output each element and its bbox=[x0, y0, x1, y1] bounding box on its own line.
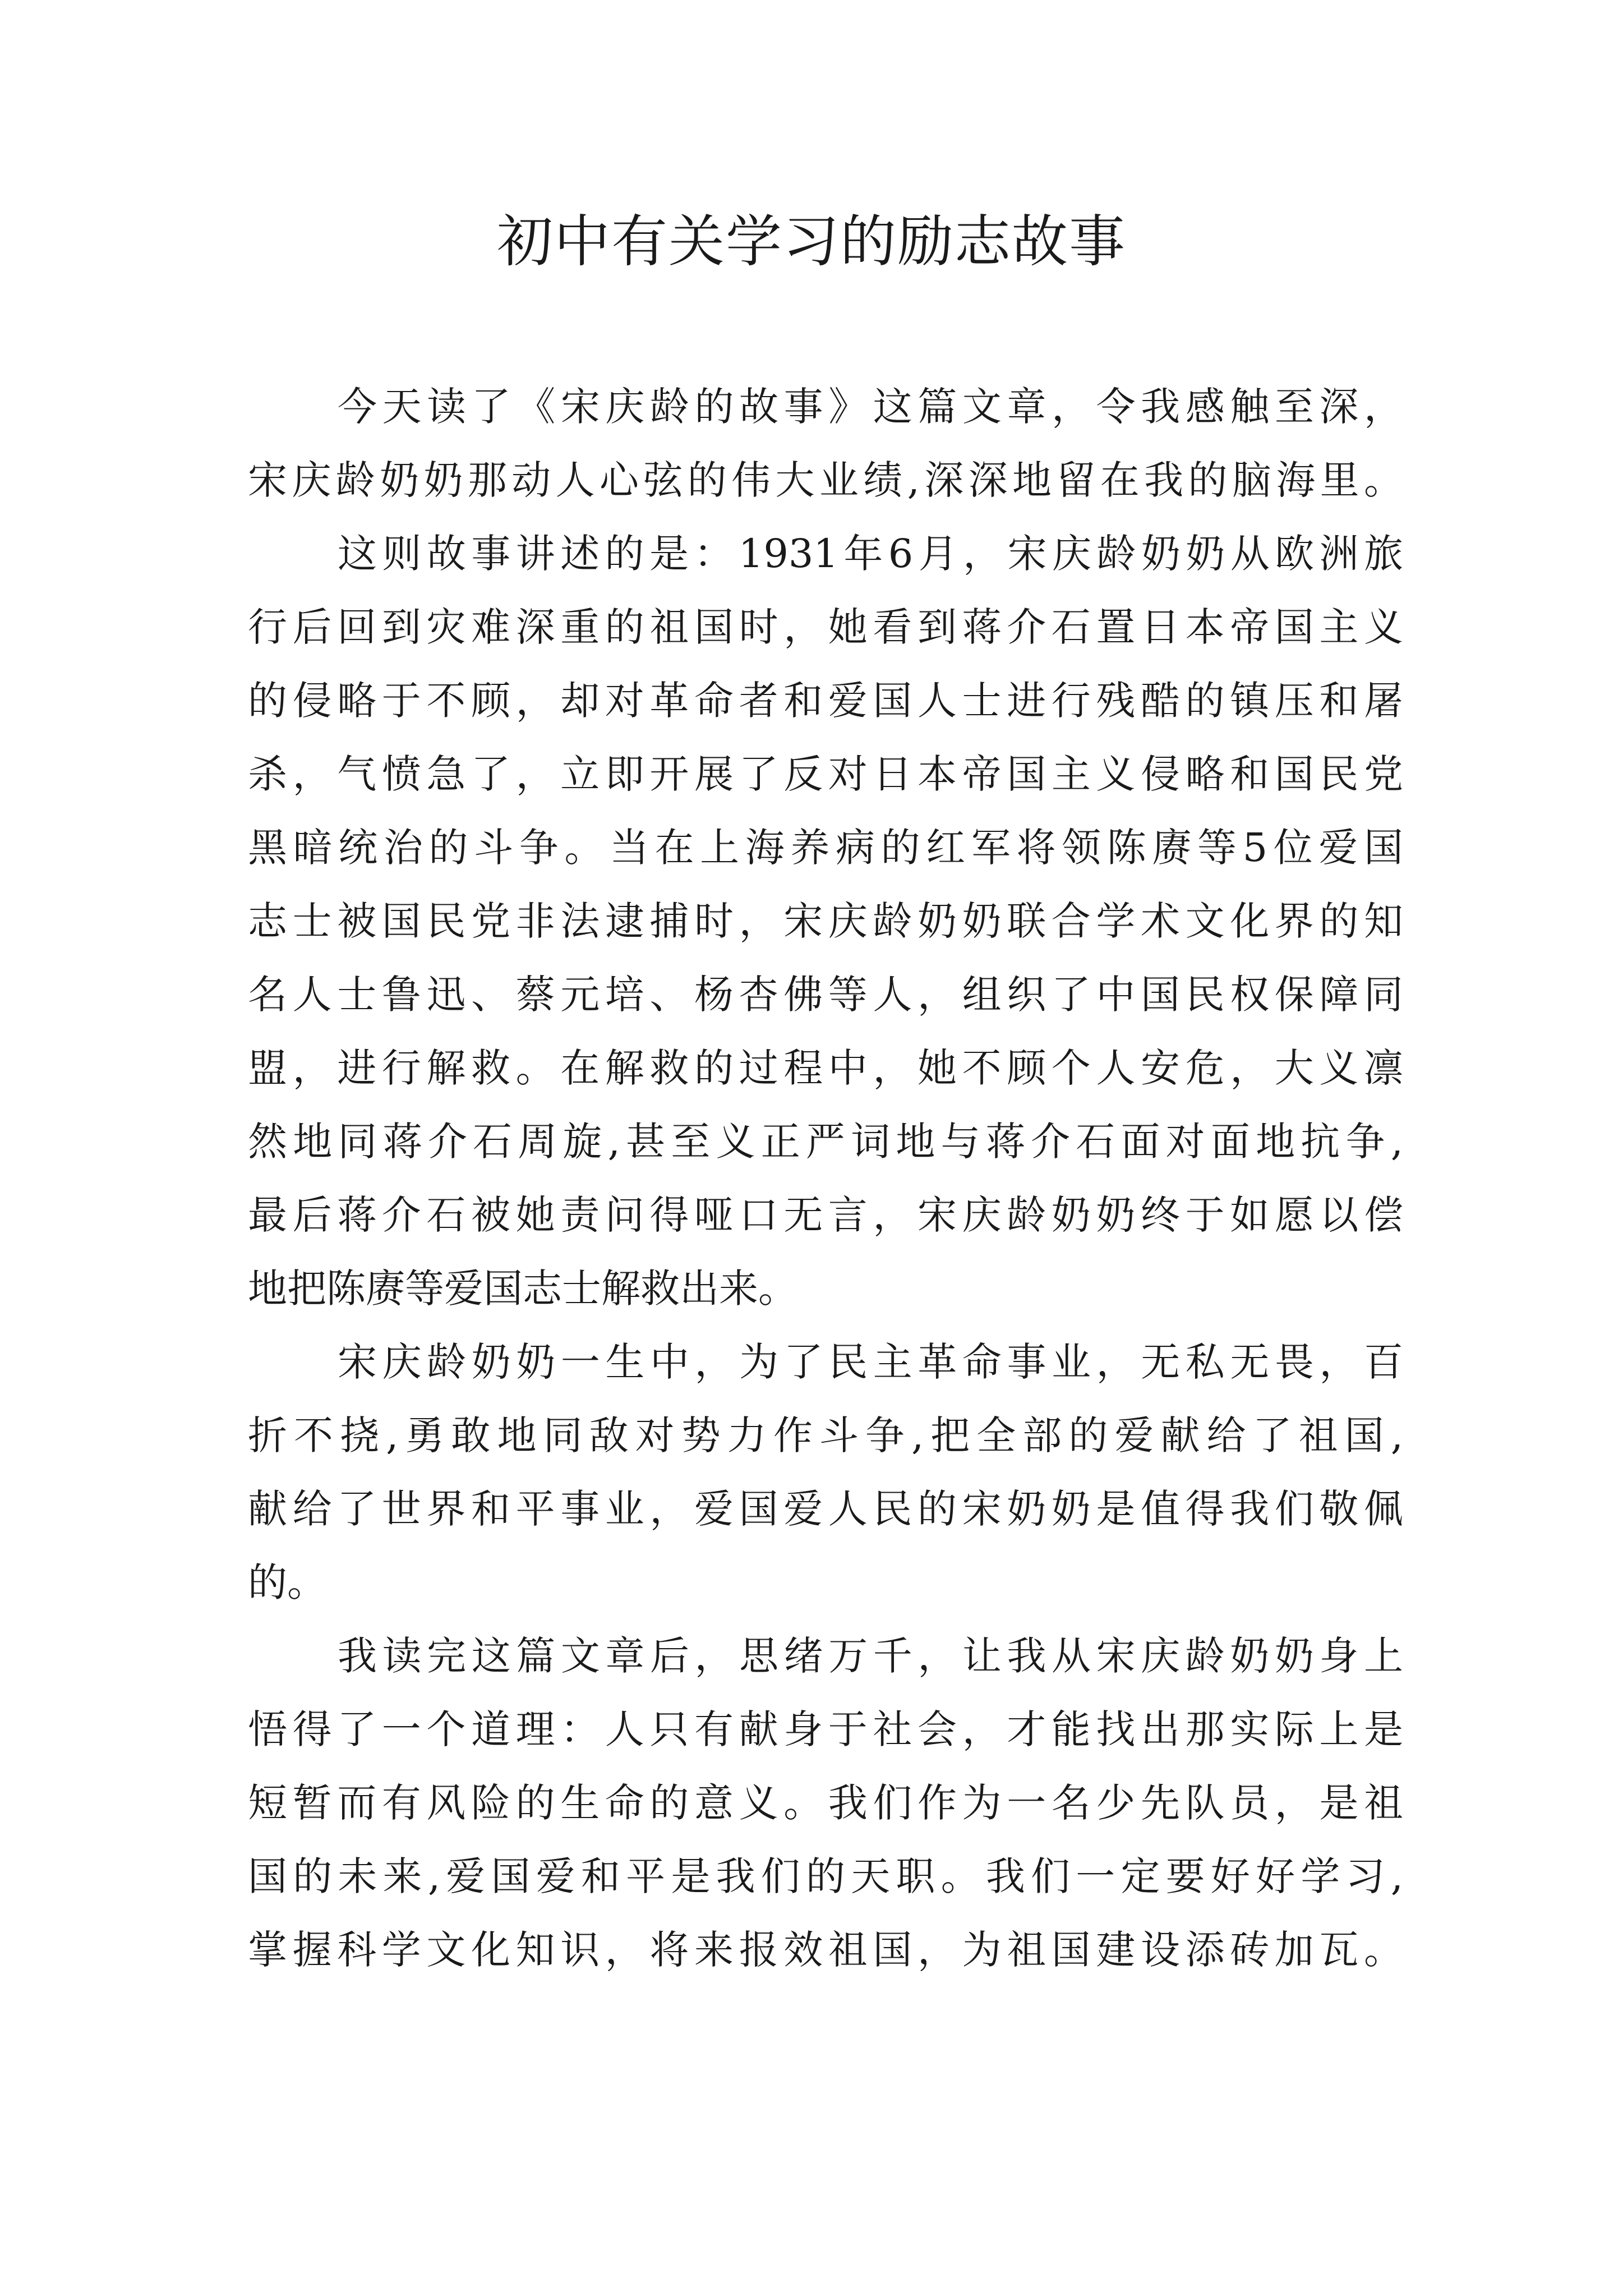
text-line: 我读完这篇文章后，思绪万千，让我从宋庆龄奶奶身上 bbox=[338, 1633, 1403, 1679]
text-line: 然地同蒋介石周旋,甚至义正严词地与蒋介石面对面地抗争, bbox=[248, 1119, 1403, 1165]
text-line: 折不挠,勇敢地同敌对势力作斗争,把全部的爱献给了祖国, bbox=[248, 1412, 1403, 1458]
text-line: 行后回到灾难深重的祖国时，她看到蒋介石置日本帝国主义 bbox=[248, 604, 1403, 650]
text-line: 宋庆龄奶奶一生中，为了民主革命事业，无私无畏，百 bbox=[338, 1339, 1403, 1385]
paragraph-4 bbox=[248, 1619, 1403, 1987]
text-line: 志士被国民党非法逮捕时，宋庆龄奶奶联合学术文化界的知 bbox=[248, 898, 1403, 944]
paragraph-2 bbox=[248, 517, 1403, 1326]
text-line: 掌握科学文化知识，将来报效祖国，为祖国建设添砖加瓦。 bbox=[248, 1927, 1403, 1973]
text-line: 最后蒋介石被她责问得哑口无言，宋庆龄奶奶终于如愿以偿 bbox=[248, 1192, 1403, 1238]
paragraph-1 bbox=[248, 370, 1403, 517]
text-line: 献给了世界和平事业，爱国爱人民的宋奶奶是值得我们敬佩 bbox=[248, 1486, 1403, 1532]
text-line: 国的未来,爱国爱和平是我们的天职。我们一定要好好学习, bbox=[248, 1853, 1403, 1899]
text-line: 盟，进行解救。在解救的过程中，她不顾个人安危，大义凛 bbox=[248, 1045, 1403, 1091]
text-line: 的。 bbox=[248, 1559, 326, 1605]
text-line: 悟得了一个道理：人只有献身于社会，才能找出那实际上是 bbox=[248, 1706, 1403, 1752]
document-title: 初中有关学习的励志故事 bbox=[497, 209, 1126, 274]
text-line: 这则故事讲述的是：1931年6月，宋庆龄奶奶从欧洲旅 bbox=[338, 531, 1403, 577]
text-line: 宋庆龄奶奶那动人心弦的伟大业绩,深深地留在我的脑海里。 bbox=[248, 457, 1403, 503]
text-line: 名人士鲁迅、蔡元培、杨杏佛等人，组织了中国民权保障同 bbox=[248, 972, 1403, 1018]
document-body bbox=[248, 370, 1403, 1987]
text-line: 今天读了《宋庆龄的故事》这篇文章，令我感触至深， bbox=[338, 384, 1403, 430]
text-line: 短暂而有风险的生命的意义。我们作为一名少先队员，是祖 bbox=[248, 1780, 1403, 1826]
text-line: 的侵略于不顾，却对革命者和爱国人士进行残酷的镇压和屠 bbox=[248, 678, 1403, 724]
paragraph-3 bbox=[248, 1326, 1403, 1619]
text-line: 杀，气愤急了，立即开展了反对日本帝国主义侵略和国民党 bbox=[248, 751, 1403, 797]
text-line: 黑暗统治的斗争。当在上海养病的红军将领陈赓等5位爱国 bbox=[248, 825, 1403, 871]
text-line: 地把陈赓等爱国志士解救出来。 bbox=[248, 1266, 797, 1312]
